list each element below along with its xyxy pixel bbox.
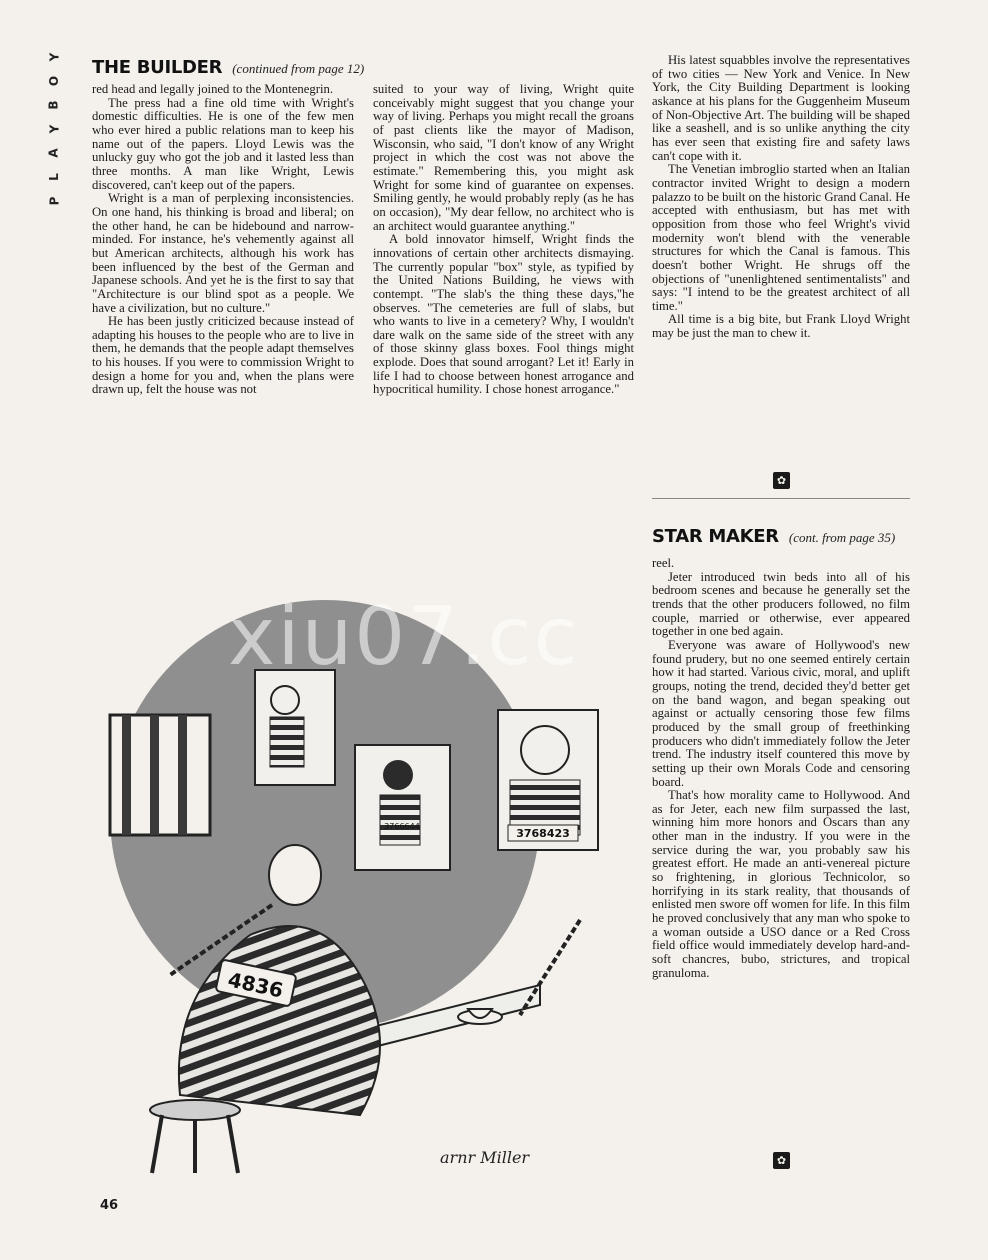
paragraph: That's how morality came to Hollywood. And as for Jeter, each new film surpassed the last, winning him more honors and Oscars than any other man in the industry. If you were in the service during the war, you probably saw his greatest effort. He made an anti-venereal picture so frightening, in glorious Technicolor, so horrifying in its stark reality, that thousands of enlisted men swore off women for life. In this film he proved conclusively that any man who spoke to a woman outside a USO dance or a Red Cross field office would immediately develop hard-and-soft chancres, bubo, strictures, and tropical granuloma. [652,788,910,980]
paragraph: reel. [652,556,675,570]
magazine-name-vertical [34,50,74,208]
pinup-poster-left [255,670,335,785]
pinup-poster-center [355,745,450,870]
poster-number-small: 3766644 [384,822,420,831]
page-number: 46 [100,1198,119,1213]
paragraph: suited to your way of living, Wright quite conceivably might suggest that you change your way of living. Perhaps you might recall the groans of past clients like the mayor of Madison, Wisconsin, who said, "I don't know of any Wright project in which the cost was not above the estimate." Remembering this, you might ask Wright for some kind of guarantee on expenses. Smiling gently, he would probably reply (as he has on occasion), "My dear fellow, no architect who is an architect would guarantee anything." [373,82,634,233]
wooden-stool [150,1100,240,1173]
star-maker-continued-note: (cont. from page 35) [788,530,896,545]
masthead-letter: Y [46,124,61,134]
masthead-letter: O [46,75,61,87]
prisoner-number: 4836 [225,967,286,1003]
builder-heading [92,57,364,78]
paragraph: All time is a big bite, but Frank Lloyd Wright may be just the man to chew it. [652,312,910,341]
watermark-text: xiu07.cc [228,590,580,683]
rabbit-end-mark-icon: ✿ [773,472,790,489]
artist-signature: arnr Miller [440,1148,530,1167]
paragraph: Jeter introduced twin beds into all of his bedroom scenes and because he generally set the trends that the other producers followed, no film couple, married or otherwise, ever appeared together in one bed again. [652,569,910,639]
star-maker-title: STAR MAKER [652,526,779,547]
builder-column-3 [652,54,910,341]
masthead-letter: A [46,148,61,158]
paragraph: A bold innovator himself, Wright finds the innovations of certain other architects dismaying. The currently popular "box" style, as typified by the United Nations Building, he views with contempt. "The slab's the thing these days,"he observes. "The cemeteries are full of slabs, but who wants to live in a cemetery? Why, I wouldn't dare walk on the same side of the street with any of those skinny glass boxes. Fool things might explode. Does that sound arrogant? Let it! Early in life I had to choose between honest arrogance and hypocritical humility. I chose honest arrogance." [373,232,634,397]
paragraph: red head and legally joined to the Montenegrin. [92,82,333,96]
masthead-letter: P [46,196,61,206]
rabbit-end-mark-icon: ✿ [773,1152,790,1169]
masthead-letter: Y [46,52,61,62]
paragraph: His latest squabbles involve the representatives of two cities — New York and Venice. In New York, the City Building Department is looking askance at his plans for the Guggenheim Museum of Non-Objective Art. The building will be shaped like a seashell, and is so unlike anything the city has ever seen that existing fire and safety laws can't cope with it. [652,53,910,163]
masthead-letter: L [47,173,61,181]
paragraph: Everyone was aware of Hollywood's new found prudery, but no one seemed entirely certain how it had started. Various civic, moral, and uplift groups, noting the trend, decided they'd better get on the band wagon, and began speaking out against or actually censoring those few films produced by the small group of freethinking producers who didn't immediately follow the Jeter trend. The industry itself countered this move by setting up their own Morals Code and censoring board. [652,637,910,789]
builder-title: THE BUILDER [92,57,223,78]
paragraph: Wright is a man of perplexing inconsistencies. On one hand, his thinking is broad and liberal; on the other hand, he can be hidebound and narrow-minded. For instance, he's vehemently against all but American architects, although his work has been influenced by the best of the German and Japanese schools. And yet he is the first to say that "Architecture is our blind spot as a people. We have a civilization, but no culture." [92,191,354,315]
poster-number: 3768423 [516,827,570,840]
masthead-letter: B [47,100,61,110]
builder-column-2 [373,83,634,397]
paragraph: The Venetian imbroglio started when an Italian contractor invited Wright to design a modern palazzo to be built on the historic Grand Canal. He accepted with enthusiasm, but has met with opposition from those who feel Wright's vivid modernity won't blend with the venerable structures for which the Canal is famous. This doesn't bother Wright. He shrugs off the objections of "unenlightened sentimentalists" and says: "I intend to be the greatest architect of all time." [652,162,910,313]
builder-column-1 [92,83,354,397]
pinup-poster-right [498,710,598,850]
star-maker-column [652,557,910,980]
section-divider [652,498,910,499]
builder-continued-note: (continued from page 12) [232,61,365,76]
star-maker-heading [652,526,895,547]
paragraph: The press had a fine old time with Wright's domestic difficulties. He is one of the few men who ever hired a public relations man to keep his name out of the papers. Lloyd Lewis was the unlucky guy who got the job and it lasted less than three months. A man like Wright, Lewis discovered, can't keep out of the papers. [92,95,354,192]
paragraph: He has been justly criticized because instead of adapting his houses to the people who are to live in them, he demands that the people adapt themselves to his houses. If you were to commission Wright to design a home for you and, when the plans were drawn up, felt the house was not [92,314,354,397]
barred-window [110,715,210,835]
